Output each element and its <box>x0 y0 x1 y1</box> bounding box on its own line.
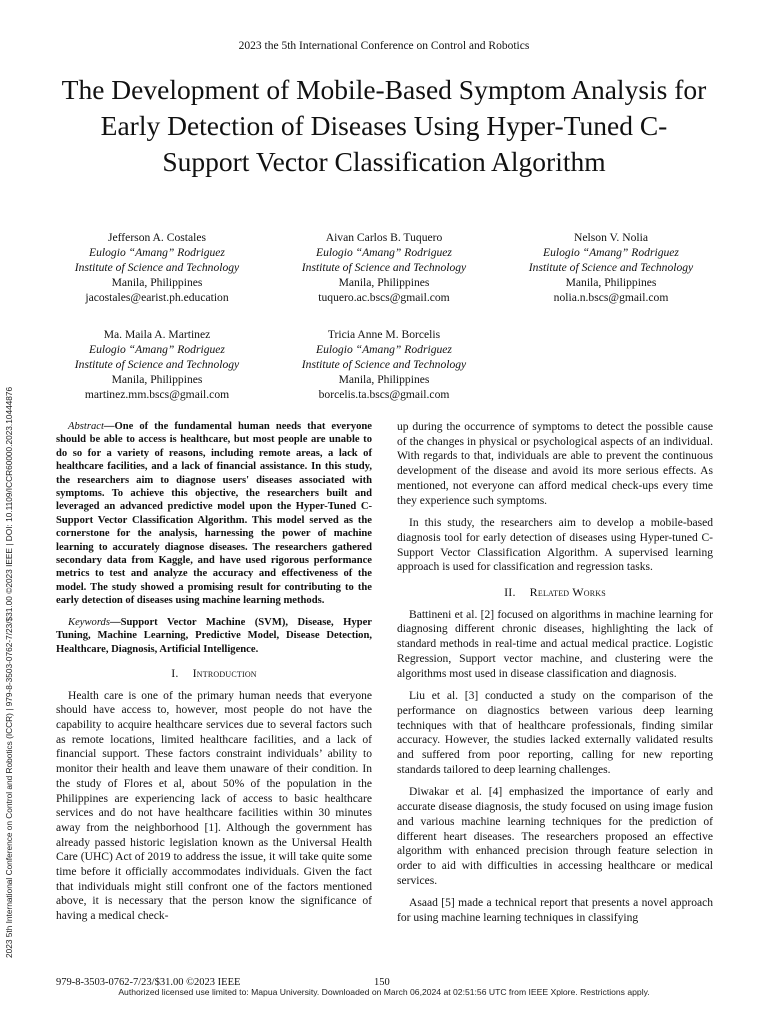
author-location: Manila, Philippines <box>111 276 203 289</box>
author-name: Tricia Anne M. Borcelis <box>327 328 441 341</box>
author-email: tuquero.ac.bscs@gmail.com <box>318 291 450 304</box>
isbn-copyright: 979-8-3503-0762-7/23/$31.00 ©2023 IEEE <box>56 977 241 988</box>
author-email: borcelis.ta.bscs@gmail.com <box>318 388 450 401</box>
paragraph: Battineni et al. [2] focused on algorithms in machine learning for diagnosing different chronic diseases, highlighting the lack of standard methods in real-time and actual medical practice. Logistic Regression, Support vector machine, and clustering were the algorithms most used in disease classification and diagnosis. <box>397 608 713 680</box>
paragraph: Liu et al. [3] conducted a study on the comparison of the performance on diagnostics between various deep learning techniques with that of healthcare professionals, finding similar accuracy. However, the studies lacked externally validated results and suffered from poor reporting, calling for new reporting standards tailored to deep learning challenges. <box>397 690 713 776</box>
author-block <box>269 327 499 402</box>
author-email: jacostales@earist.ph.education <box>85 291 229 304</box>
author-block <box>496 230 726 305</box>
author-location: Manila, Philippines <box>111 373 203 386</box>
author-email: nolia.n.bscs@gmail.com <box>553 291 669 304</box>
author-affiliation: Institute of Science and Technology <box>74 358 240 371</box>
doi-sidebar: 2023 5th International Conference on Control and Robotics (ICCR) | 979-8-3503-0762-7/23/$31.00 ©2023 IEEE | DOI: 10.1109/ICCR60000.2023.10444876 <box>4 386 14 958</box>
keywords-label: Keywords <box>68 616 110 628</box>
paragraph: Health care is one of the primary human needs that everyone should have access to, however, most people do not have the capability to acquire healthcare services due to several factors such as remote locations, limited healthcare facilities, and a lack of financial support. These factors constraint individuals’ ability to monitor their health and leave them unaware of their condition. In the study of Flores et al, about 50% of the population in the Philippines are experiencing lack of access to basic healthcare services and do not have healthcare facilities within 30 minutes away from the neighborhood [1]. Although the government has already passed historic legislation known as the Universal Health Care (UHC) Act of 2019 to address the issue, it will take quite some time before it officially accommodates individuals. Given the fact that individuals might still confront one of the factors mentioned above, it is necessary that the person know the significance of having a medical check- <box>56 689 372 923</box>
section-heading-related-works: II. Related Works <box>504 585 606 600</box>
author-name: Ma. Maila A. Martinez <box>103 328 211 341</box>
author-affiliation: Institute of Science and Technology <box>74 261 240 274</box>
keywords <box>56 616 372 656</box>
left-column <box>56 420 372 932</box>
paper-title: The Development of Mobile-Based Symptom Analysis for Early Detection of Diseases Using Hyper-Tuned C-Support Vector Classification Algorithm <box>61 74 707 177</box>
author-block <box>42 327 272 402</box>
author-name: Aivan Carlos B. Tuquero <box>325 231 443 244</box>
author-location: Manila, Philippines <box>338 276 430 289</box>
author-affiliation: Institute of Science and Technology <box>528 261 694 274</box>
author-affiliation: Eulogio “Amang” Rodriguez <box>89 246 225 259</box>
author-affiliation: Institute of Science and Technology <box>301 261 467 274</box>
author-location: Manila, Philippines <box>338 373 430 386</box>
author-affiliation: Eulogio “Amang” Rodriguez <box>89 343 225 356</box>
author-block <box>42 230 272 305</box>
paragraph: Diwakar et al. [4] emphasized the importance of early and accurate disease diagnosis, the study focused on using image fusion and various machine learning techniques for the prediction of different heart diseases. The researchers proposed an effective algorithm with enhanced precision through feature selection in order to aid with difficulties in accessing healthcare or medical services. <box>397 786 713 887</box>
right-column <box>397 420 713 934</box>
section-heading-introduction: I. Introduction <box>171 665 257 680</box>
abstract <box>56 420 372 608</box>
author-affiliation: Eulogio “Amang” Rodriguez <box>543 246 679 259</box>
author-affiliation: Eulogio “Amang” Rodriguez <box>316 246 452 259</box>
keywords-text: —Support Vector Machine (SVM), Disease, Hyper Tuning, Machine Learning, Predictive Model, Disease Detection, Healthcare, Diagnosis, Artificial Intelligence. <box>56 616 372 655</box>
abstract-text: —One of the fundamental human needs that everyone should be able to access is healthcare, but most people are unable to do so for a variety of reasons, including remote areas, a lack of healthcare facilities, and a lack of financial assistance. In this study, the researchers aim to diagnose users' diseases associated with symptoms. To achieve this objective, the researchers built and leveraged an advanced predictive model upon the Hyper-Tuned C-Support Vector Classification Algorithm. This model served as the cornerstone for the analysis, harnessing the power of machine learning to accurately diagnose diseases. The researchers gathered secondary data from Kaggle, and have used rigorous performance metrics to test and analyze the accuracy and effectiveness of the model. The study showed a promising result for contributing to the early detection of diseases using machine learning methods. <box>56 421 372 607</box>
paragraph: Asaad [5] made a technical report that presents a novel approach for using machine learning techniques in classifying <box>397 897 713 925</box>
abstract-label: Abstract <box>68 421 104 432</box>
license-notice: Authorized licensed use limited to: Mapua University. Downloaded on March 06,2024 at 02:51:56 UTC from IEEE Xplore. Restrictions apply. <box>118 987 650 997</box>
paragraph: up during the occurrence of symptoms to detect the possible cause of the changes in physical or psychological aspects of an individual. With regards to that, individuals are able to prevent the continuous development of the disease and avoid its more serious effects. As mentioned, not everyone can afford medical check-ups every time they experience such symptoms. <box>397 421 713 507</box>
conference-header: 2023 the 5th International Conference on Control and Robotics <box>238 40 530 52</box>
author-name: Jefferson A. Costales <box>108 231 206 244</box>
page-number: 150 <box>374 977 390 988</box>
paragraph: In this study, the researchers aim to develop a mobile-based diagnosis tool for early detection of diseases using Hyper-tuned C-Support Vector Classification Algorithm. A supervised learning approach is used for classification and regression tasks. <box>397 517 713 574</box>
author-affiliation: Eulogio “Amang” Rodriguez <box>316 343 452 356</box>
author-location: Manila, Philippines <box>565 276 657 289</box>
author-affiliation: Institute of Science and Technology <box>301 358 467 371</box>
author-name: Nelson V. Nolia <box>574 231 648 244</box>
author-email: martinez.mm.bscs@gmail.com <box>84 388 230 401</box>
author-block <box>269 230 499 305</box>
